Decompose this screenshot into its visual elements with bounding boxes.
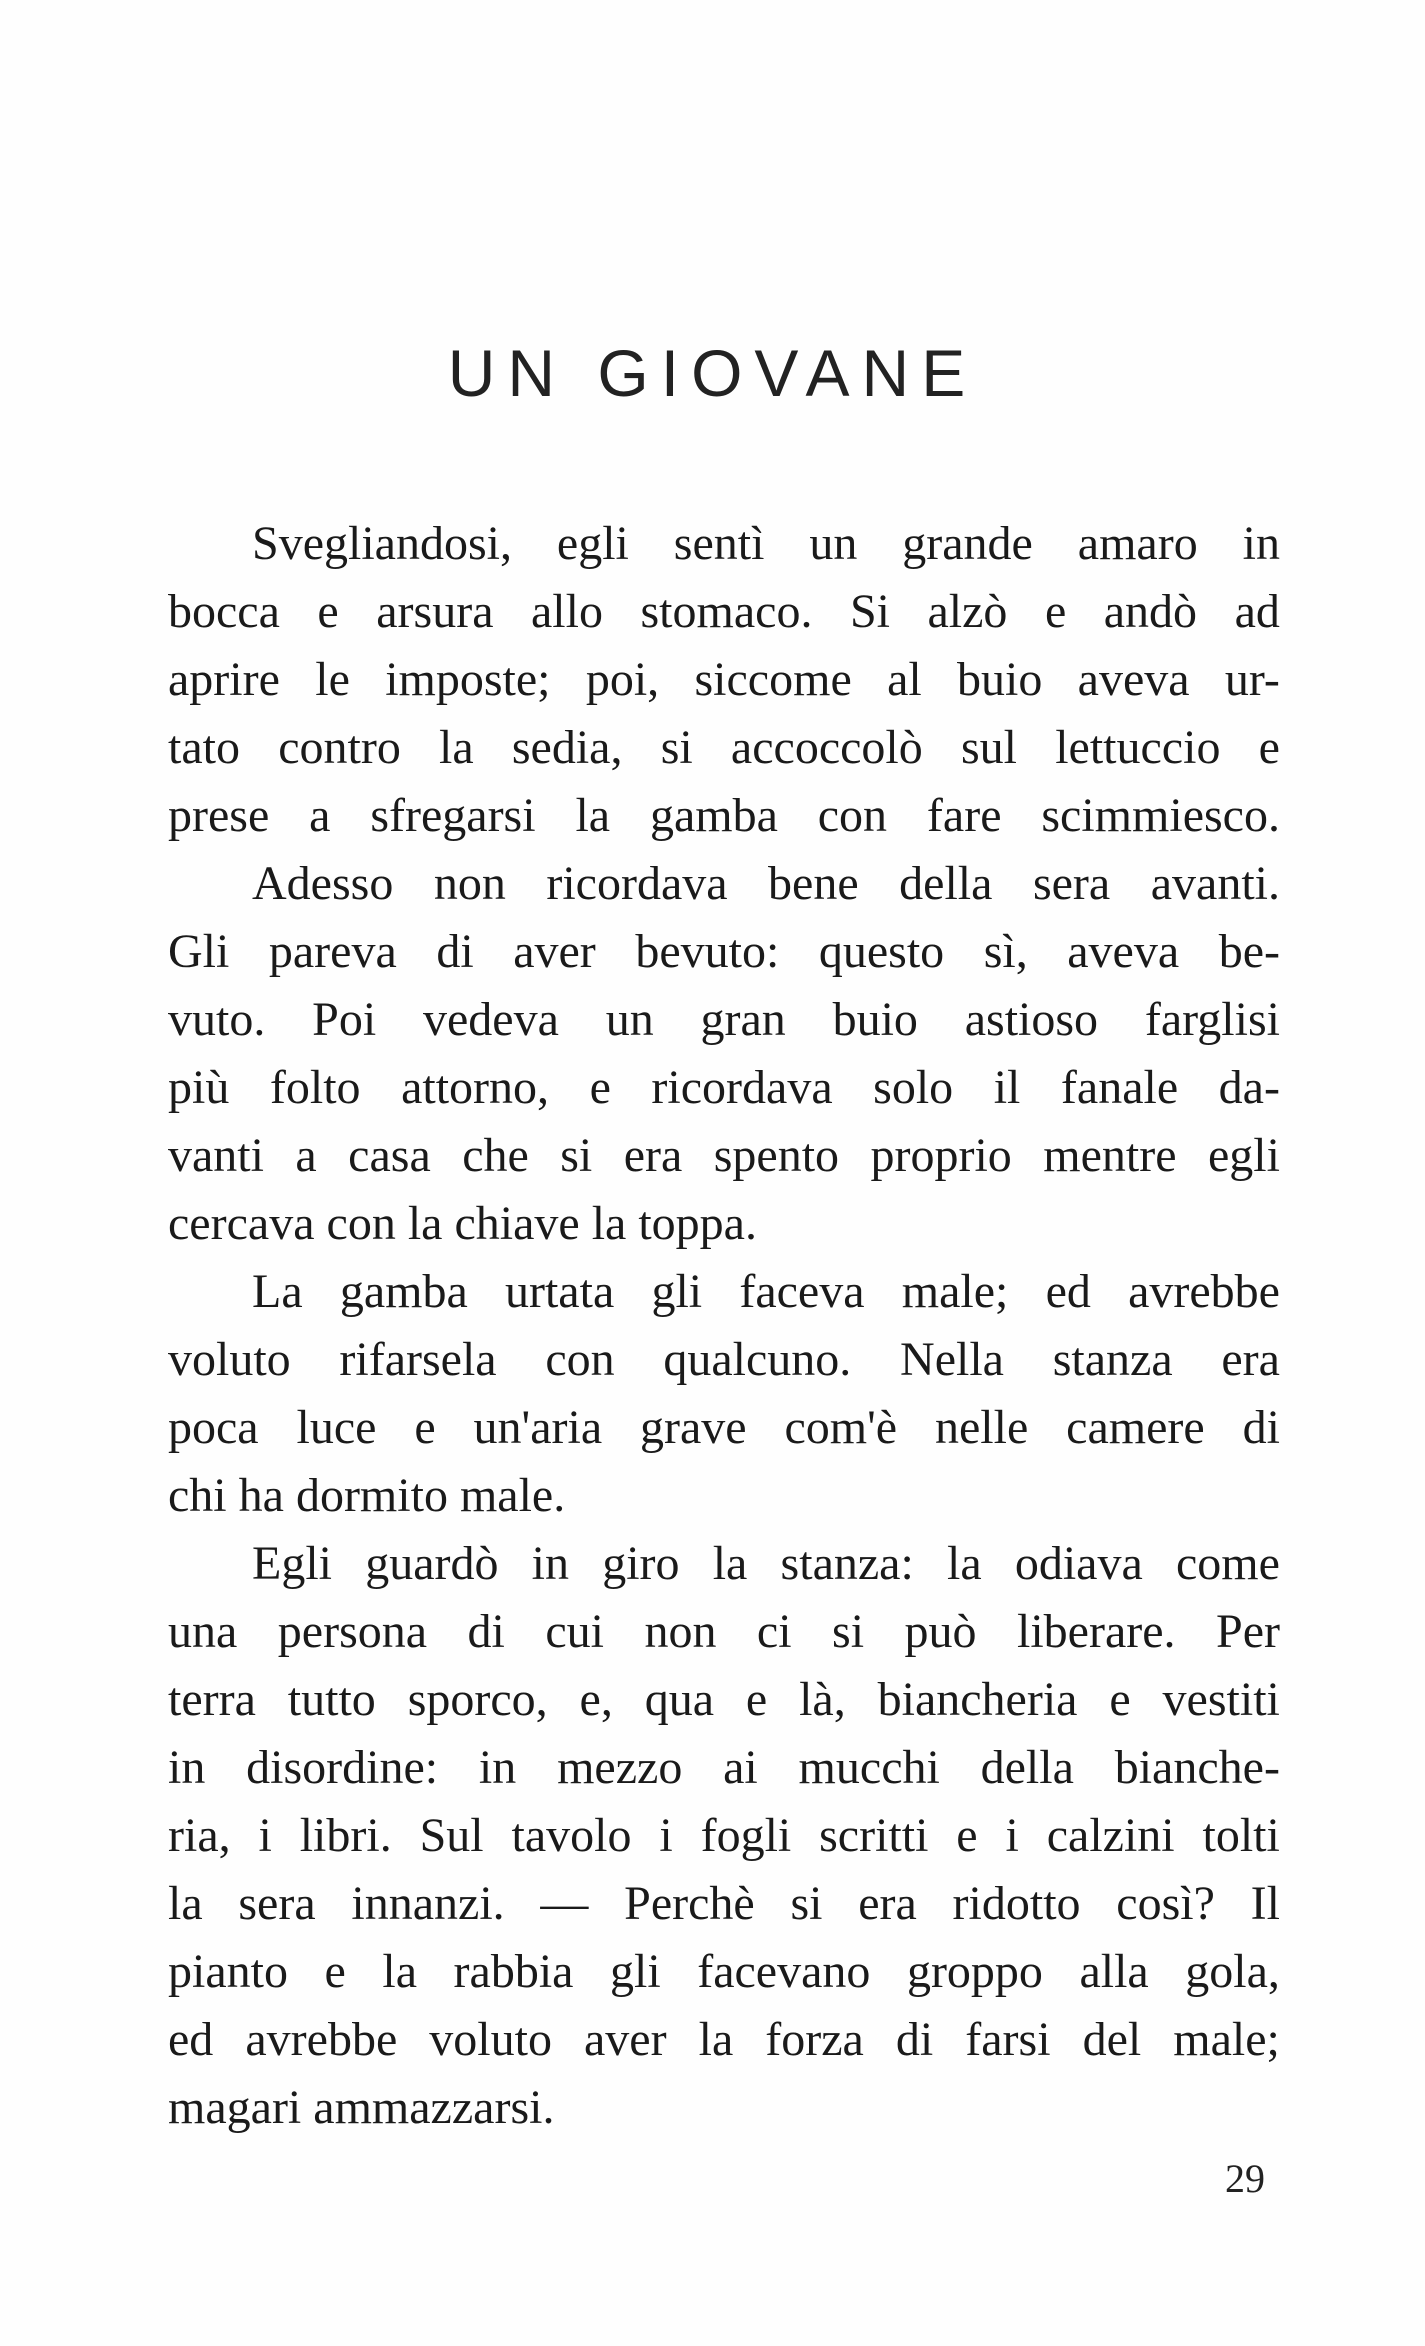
text-line <box>168 1054 1280 1122</box>
word: tavolo <box>511 1809 632 1862</box>
word: e <box>317 585 339 638</box>
word: non <box>433 857 506 910</box>
word: mezzo <box>557 1741 683 1794</box>
word: fogli <box>700 1809 792 1862</box>
word: la <box>947 1537 982 1590</box>
word: e <box>956 1809 978 1862</box>
word: della <box>980 1741 1074 1794</box>
word: a <box>295 1129 317 1182</box>
word: La <box>252 1265 303 1318</box>
word: e <box>589 1061 611 1114</box>
word: male; <box>901 1265 1009 1318</box>
word: non <box>644 1605 717 1658</box>
word: pianto <box>168 1945 288 1998</box>
word: siccome <box>694 653 852 706</box>
word: rabbia <box>453 1945 574 1998</box>
word: odiava <box>1014 1537 1143 1590</box>
word: vanti <box>168 1129 264 1182</box>
word: amaro <box>1077 517 1198 570</box>
word: allo <box>531 585 603 638</box>
word: accoccolò <box>730 721 923 774</box>
word: Nella <box>900 1333 1004 1386</box>
word: Si <box>849 585 890 638</box>
word: di <box>895 2013 934 2066</box>
word: aveva <box>1077 653 1190 706</box>
word: groppo <box>906 1945 1043 1998</box>
word: era <box>858 1877 917 1930</box>
word: scimmiesco. <box>1041 789 1280 842</box>
word: gli <box>651 1265 703 1318</box>
word: ai <box>723 1741 758 1794</box>
word: voluto <box>168 1333 291 1386</box>
word: della <box>899 857 993 910</box>
word: che <box>462 1129 529 1182</box>
word: e <box>414 1401 436 1454</box>
word: del <box>1082 2013 1142 2066</box>
text-line <box>168 646 1280 714</box>
word: come <box>1175 1537 1280 1590</box>
word: libri. <box>299 1809 392 1862</box>
word: e <box>1109 1673 1131 1726</box>
word: bevuto: <box>635 925 780 978</box>
word: gran <box>700 993 786 1046</box>
text-line <box>168 1938 1280 2006</box>
word: stomaco. <box>640 585 813 638</box>
text-line <box>168 2006 1280 2074</box>
word: andò <box>1103 585 1198 638</box>
text-line <box>168 986 1280 1054</box>
word: bene <box>768 857 859 910</box>
word: be- <box>1218 925 1280 978</box>
word: la <box>168 1877 203 1930</box>
word: disordine: <box>246 1741 439 1794</box>
word: le <box>315 653 350 706</box>
word: imposte; <box>385 653 551 706</box>
word: in <box>478 1741 517 1794</box>
text-line <box>168 1734 1280 1802</box>
word: farsi <box>965 2013 1051 2066</box>
word: da- <box>1218 1061 1280 1114</box>
word: luce <box>296 1401 377 1454</box>
word: si <box>660 721 693 774</box>
word: aprire <box>168 653 280 706</box>
word: fanale <box>1060 1061 1179 1114</box>
word: liberare. <box>1016 1605 1176 1658</box>
word: casa <box>348 1129 431 1182</box>
word: alzò <box>927 585 1008 638</box>
word: Egli <box>252 1537 332 1590</box>
word: bocca <box>168 585 280 638</box>
word: innanzi. <box>351 1877 505 1930</box>
text-line: magari ammazzarsi. <box>168 2081 555 2134</box>
word: facevano <box>697 1945 871 1998</box>
word: un <box>809 517 858 570</box>
word: egli <box>556 517 629 570</box>
word: buio <box>832 993 918 1046</box>
word: lettuccio <box>1055 721 1221 774</box>
word: aver <box>583 2013 667 2066</box>
word: farglisi <box>1144 993 1280 1046</box>
word: spento <box>713 1129 840 1182</box>
word: aver <box>513 925 596 978</box>
word: male; <box>1173 2013 1280 2066</box>
word: contro <box>278 721 401 774</box>
word: aveva <box>1067 925 1180 978</box>
word: stanza: <box>780 1537 914 1590</box>
word: grave <box>640 1401 747 1454</box>
word: sfregarsi <box>370 789 536 842</box>
text-line <box>168 850 1280 918</box>
word: avrebbe <box>1128 1265 1280 1318</box>
word: più <box>168 1061 230 1114</box>
word: e <box>1044 585 1067 638</box>
word: pareva <box>268 925 397 978</box>
word: si <box>560 1129 593 1182</box>
word: di <box>436 925 474 978</box>
word: sì, <box>983 925 1028 978</box>
word: ridotto <box>952 1877 1081 1930</box>
chapter-title: UN GIOVANE <box>447 336 978 410</box>
body-text <box>168 510 1280 2142</box>
word: e, <box>579 1673 613 1726</box>
word: tolti <box>1202 1809 1280 1862</box>
word: con <box>545 1333 615 1386</box>
word: poi, <box>585 653 660 706</box>
word: ricordava <box>546 857 728 910</box>
word: proprio <box>870 1129 1012 1182</box>
word: cui <box>545 1605 604 1658</box>
word: sera <box>238 1877 316 1930</box>
word: grande <box>902 517 1033 570</box>
word: prese <box>168 789 270 842</box>
word: tato <box>168 721 240 774</box>
word: biancheria <box>877 1673 1078 1726</box>
word: — <box>540 1877 589 1930</box>
text-line <box>168 1394 1280 1462</box>
word: Perchè <box>624 1877 755 1930</box>
word: ad <box>1234 585 1280 638</box>
text-line <box>168 1598 1280 1666</box>
word: in <box>531 1537 570 1590</box>
word: Poi <box>312 993 377 1046</box>
word: a <box>309 789 331 842</box>
word: gamba <box>339 1265 468 1318</box>
word: fare <box>926 789 1002 842</box>
word: e <box>745 1673 768 1726</box>
word: la <box>698 2013 734 2066</box>
word: Il <box>1250 1877 1280 1930</box>
word: guardò <box>365 1537 499 1590</box>
word: mentre <box>1043 1129 1177 1182</box>
word: voluto <box>429 2013 552 2066</box>
word: forza <box>765 2013 864 2066</box>
text-line: chi ha dormito male. <box>168 1469 566 1522</box>
word: nelle <box>934 1401 1029 1454</box>
word: di <box>467 1605 505 1658</box>
word: un <box>605 993 654 1046</box>
word: la <box>575 789 611 842</box>
word: la <box>382 1945 417 1998</box>
word: Sul <box>419 1809 484 1862</box>
word: qua <box>644 1673 715 1726</box>
text-line <box>168 782 1280 850</box>
word: sedia, <box>511 721 623 774</box>
word: i <box>659 1809 673 1862</box>
word: sentì <box>673 517 765 570</box>
word: al <box>887 653 922 706</box>
word: giro <box>602 1537 680 1590</box>
text-line <box>168 578 1280 646</box>
page-number: 29 <box>1225 2156 1265 2201</box>
word: arsura <box>376 585 494 638</box>
word: il <box>993 1061 1021 1114</box>
word: Svegliandosi, <box>252 517 512 570</box>
word: buio <box>957 653 1043 706</box>
word: alla <box>1079 1945 1149 1998</box>
word: gamba <box>649 789 778 842</box>
word: tutto <box>287 1673 376 1726</box>
word: una <box>168 1605 238 1658</box>
word: bianche- <box>1114 1741 1280 1794</box>
word: ria, <box>168 1809 231 1862</box>
word: camere <box>1066 1401 1205 1454</box>
word: la <box>712 1537 748 1590</box>
word: si <box>790 1877 823 1930</box>
text-line <box>168 1530 1280 1598</box>
text-line <box>168 918 1280 986</box>
word: avrebbe <box>245 2013 398 2066</box>
word: rifarsela <box>339 1333 497 1386</box>
text-line <box>168 1802 1280 1870</box>
word: vedeva <box>422 993 559 1046</box>
word: era <box>623 1129 683 1182</box>
text-line <box>168 1122 1280 1190</box>
word: questo <box>818 925 945 978</box>
word: i <box>258 1809 272 1862</box>
text-line <box>168 714 1280 782</box>
word: sul <box>960 721 1017 774</box>
word: com'è <box>784 1401 898 1454</box>
word: persona <box>277 1605 428 1658</box>
word: avanti. <box>1150 857 1280 910</box>
word: così? <box>1116 1877 1215 1930</box>
word: poca <box>168 1401 259 1454</box>
word: solo <box>873 1061 954 1114</box>
word: ed <box>1045 1265 1091 1318</box>
word: stanza <box>1052 1333 1173 1386</box>
word: i <box>1005 1809 1019 1862</box>
word: sporco, <box>407 1673 548 1726</box>
word: e <box>1258 721 1280 774</box>
word: astioso <box>964 993 1099 1046</box>
word: sera <box>1032 857 1111 910</box>
word: terra <box>168 1673 256 1726</box>
word: può <box>904 1605 977 1658</box>
word: folto <box>269 1061 361 1114</box>
text-line <box>168 1258 1280 1326</box>
word: ci <box>756 1605 792 1658</box>
text-line <box>168 1326 1280 1394</box>
word: gola, <box>1185 1945 1280 1998</box>
word: era <box>1221 1333 1280 1386</box>
text-line: cercava con la chiave la toppa. <box>168 1197 757 1250</box>
word: egli <box>1207 1129 1280 1182</box>
word: calzini <box>1046 1809 1175 1862</box>
word: ed <box>168 2013 214 2066</box>
word: e <box>324 1945 346 1998</box>
word: si <box>832 1605 865 1658</box>
word: Gli <box>168 925 230 978</box>
word: vestiti <box>1162 1673 1280 1726</box>
word: Adesso <box>252 857 394 910</box>
word: di <box>1242 1401 1280 1454</box>
word: vuto. <box>168 993 266 1046</box>
word: ur- <box>1224 653 1280 706</box>
word: scritti <box>819 1809 929 1862</box>
word: in <box>1242 517 1280 570</box>
word: la <box>439 721 474 774</box>
word: là, <box>799 1673 846 1726</box>
word: in <box>168 1741 206 1794</box>
word: con <box>817 789 888 842</box>
text-line <box>168 1870 1280 1938</box>
word: faceva <box>739 1265 865 1318</box>
word: ricordava <box>651 1061 833 1114</box>
word: gli <box>610 1945 661 1998</box>
word: mucchi <box>798 1741 940 1794</box>
word: qualcuno. <box>663 1333 852 1386</box>
word: Per <box>1216 1605 1280 1658</box>
text-line <box>168 510 1280 578</box>
word: attorno, <box>401 1061 550 1114</box>
word: urtata <box>504 1265 615 1318</box>
word: un'aria <box>473 1401 603 1454</box>
text-line <box>168 1666 1280 1734</box>
